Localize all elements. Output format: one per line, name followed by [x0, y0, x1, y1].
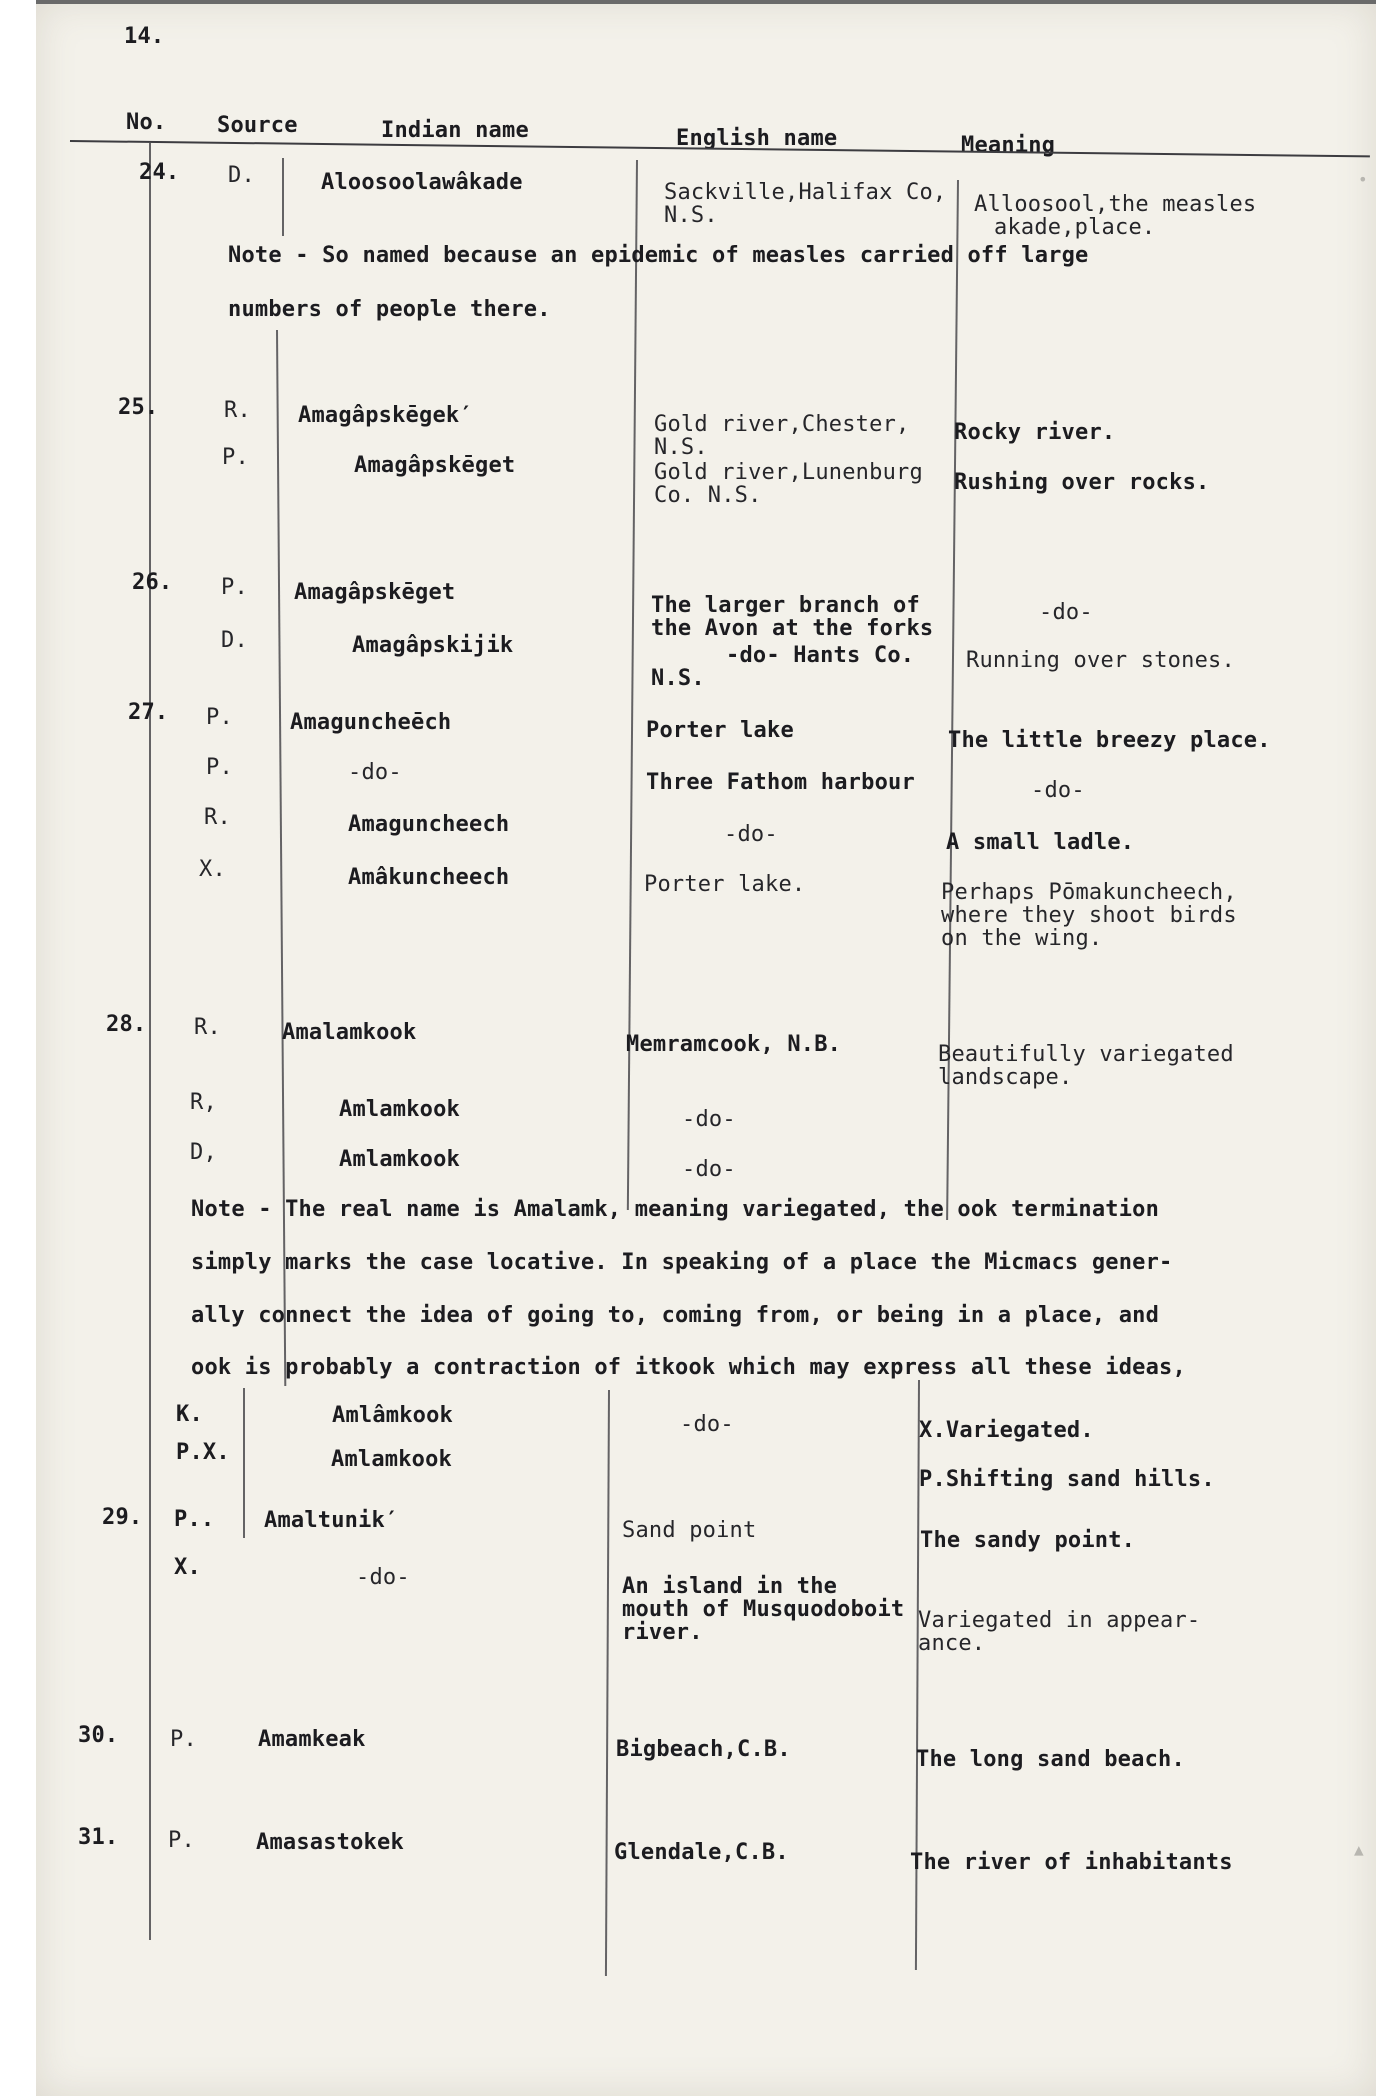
entry-number: 30. — [78, 1723, 119, 1748]
entry-note: Note - So named because an epidemic of measles carried off large — [228, 243, 1089, 268]
source-code: P. — [168, 1828, 195, 1853]
column-rule-source — [276, 330, 286, 1386]
header-source: Source — [217, 113, 298, 138]
meaning: Rushing over rocks. — [954, 470, 1210, 495]
english-name: Porter lake. — [644, 872, 806, 897]
meaning: -do- — [1031, 778, 1085, 803]
column-rule-source-lower — [243, 1388, 245, 1538]
header-indian-name: Indian name — [381, 118, 529, 143]
source-code: D. — [221, 628, 248, 653]
english-name: N.S. — [651, 666, 705, 691]
english-name: An island in the — [622, 1574, 838, 1599]
english-name: the Avon at the forks — [651, 616, 934, 641]
meaning: where they shoot birds — [941, 903, 1237, 928]
indian-name: Amagâpskēget — [354, 453, 516, 478]
typescript-page — [36, 0, 1376, 2096]
page-number: 14. — [124, 24, 165, 49]
meaning: Rocky river. — [954, 420, 1116, 445]
indian-name: Amagâpskēgek′ — [298, 403, 473, 428]
indian-name: Amlamkook — [339, 1147, 461, 1172]
indian-name: Amlamkook — [339, 1097, 461, 1122]
english-name: The larger branch of — [651, 593, 920, 618]
source-code: P. — [170, 1727, 197, 1752]
meaning: Running over stones. — [966, 648, 1235, 673]
entry-number: 27. — [128, 700, 169, 725]
indian-name: Amlâmkook — [332, 1403, 454, 1428]
indian-name: Amasastokek — [256, 1830, 404, 1855]
english-name: -do- Hants Co. — [726, 643, 915, 668]
meaning: The little breezy place. — [948, 728, 1271, 753]
english-name: Glendale,C.B. — [614, 1840, 789, 1865]
meaning: -do- — [1039, 600, 1093, 625]
meaning: Variegated in appear- — [918, 1608, 1201, 1633]
entry-number: 25. — [118, 395, 159, 420]
source-code: P.X. — [176, 1440, 230, 1465]
meaning: P.Shifting sand hills. — [919, 1467, 1215, 1492]
entry-note: ally connect the idea of going to, coming from, or being in a place, and — [191, 1303, 1160, 1328]
entry-number: 31. — [78, 1825, 119, 1850]
meaning: Beautifully variegated — [938, 1042, 1234, 1067]
meaning: The long sand beach. — [916, 1747, 1185, 1772]
entry-number: 28. — [106, 1012, 147, 1037]
source-code: D. — [228, 163, 255, 188]
english-name: -do- — [682, 1107, 736, 1132]
indian-name: Amlamkook — [331, 1447, 453, 1472]
source-code: X. — [199, 857, 226, 882]
meaning: landscape. — [938, 1065, 1073, 1090]
english-name: Three Fathom harbour — [646, 770, 915, 795]
english-name: river. — [622, 1620, 703, 1645]
meaning: Perhaps Pōmakuncheech, — [941, 880, 1237, 905]
header-meaning: Meaning — [961, 133, 1056, 158]
entry-note: numbers of people there. — [228, 297, 551, 322]
header-english-name: English name — [676, 126, 838, 151]
source-code: R. — [224, 398, 251, 423]
meaning: ance. — [918, 1631, 986, 1656]
meaning: The river of inhabitants — [910, 1850, 1233, 1875]
entry-note: ook is probably a contraction of itkook which may express all these ideas, — [191, 1355, 1186, 1380]
indian-name: Amaguncheēch — [290, 710, 452, 735]
entry-number: 24. — [139, 160, 180, 185]
source-code: R, — [190, 1090, 217, 1115]
indian-name: Amalamkook — [282, 1020, 417, 1045]
column-rule-source-24 — [282, 158, 284, 236]
entry-number: 29. — [102, 1505, 143, 1530]
english-name: Sand point — [622, 1518, 757, 1543]
english-name: Co. N.S. — [654, 483, 762, 508]
english-name: -do- — [682, 1157, 736, 1182]
english-name: Gold river,Lunenburg — [654, 460, 923, 485]
meaning: X.Variegated. — [919, 1418, 1094, 1443]
header-no: No. — [126, 110, 167, 135]
meaning: The sandy point. — [920, 1528, 1136, 1553]
source-code: P. — [221, 575, 248, 600]
english-name: mouth of Musquodoboit — [622, 1597, 905, 1622]
entry-number: 26. — [132, 570, 173, 595]
column-rule-english-lower — [605, 1390, 610, 1976]
indian-name: Amagâpskijik — [352, 633, 514, 658]
meaning: A small ladle. — [946, 830, 1135, 855]
source-code: R. — [204, 805, 231, 830]
indian-name: Aloosoolawâkade — [321, 170, 523, 195]
english-name: Bigbeach,C.B. — [616, 1737, 791, 1762]
entry-note: simply marks the case locative. In speaking of a place the Micmacs gener- — [191, 1250, 1173, 1275]
source-code: P. — [206, 705, 233, 730]
margin-mark: ▲ — [1354, 1840, 1364, 1859]
source-code: K. — [176, 1402, 203, 1427]
english-name: Porter lake — [646, 718, 794, 743]
margin-mark: • — [1358, 170, 1368, 189]
source-code: X. — [174, 1555, 201, 1580]
page-top-edge — [36, 0, 1376, 4]
source-code: P. — [222, 445, 249, 470]
meaning: Alloosool,the measles — [974, 192, 1257, 217]
english-name: -do- — [680, 1412, 734, 1437]
english-name: N.S. — [654, 435, 708, 460]
indian-name: -do- — [348, 760, 402, 785]
entry-note: Note - The real name is Amalamk, meaning variegated, the ook termination — [191, 1197, 1160, 1222]
english-name: Gold river,Chester, — [654, 412, 910, 437]
indian-name: Amâkuncheech — [348, 865, 510, 890]
source-code: D, — [190, 1140, 217, 1165]
meaning: akade,place. — [994, 215, 1156, 240]
indian-name: Amamkeak — [258, 1727, 366, 1752]
english-name: N.S. — [664, 203, 718, 228]
source-code: R. — [194, 1015, 221, 1040]
meaning: on the wing. — [941, 926, 1103, 951]
indian-name: Amaguncheech — [348, 812, 510, 837]
source-code: P.. — [174, 1507, 215, 1532]
indian-name: -do- — [356, 1565, 410, 1590]
english-name: Memramcook, N.B. — [626, 1032, 842, 1057]
english-name: Sackville,Halifax Co, — [664, 180, 947, 205]
indian-name: Amaltunik′ — [264, 1508, 399, 1533]
source-code: P. — [206, 755, 233, 780]
english-name: -do- — [724, 822, 778, 847]
indian-name: Amagâpskēget — [294, 580, 456, 605]
